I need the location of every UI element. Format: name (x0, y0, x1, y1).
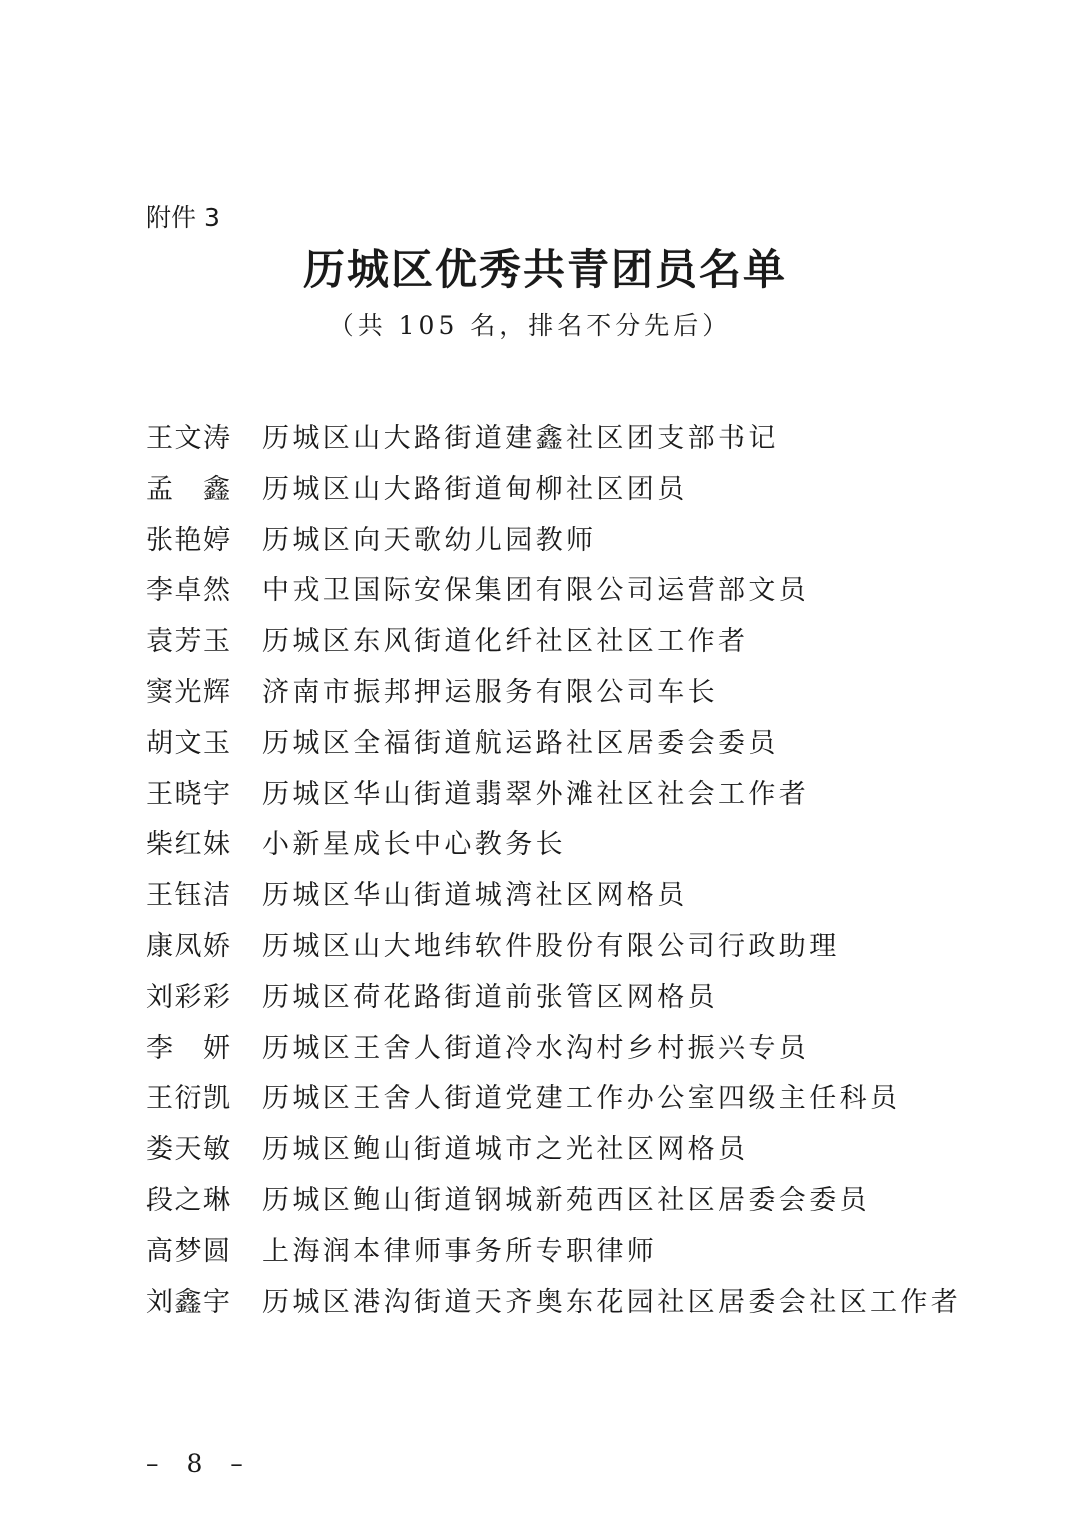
member-role: 历城区山大路街道建鑫社区团支部书记 (262, 423, 779, 454)
member-role: 历城区华山街道翡翠外滩社区社会工作者 (262, 778, 810, 810)
member-role: 历城区港沟街道天齐奥东花园社区居委会社区工作者 (262, 1286, 962, 1318)
member-name: 孟鑫 (146, 473, 230, 505)
list-item (146, 719, 961, 770)
document-subtitle: （共 105 名，排名不分先后） (328, 311, 732, 340)
member-name: 胡文玉 (146, 727, 230, 759)
member-name: 高梦圆 (146, 1235, 230, 1267)
list-item (146, 973, 961, 1024)
member-name: 柴红妹 (146, 829, 230, 861)
member-role: 历城区鲍山街道钢城新苑西区社区居委会委员 (262, 1184, 870, 1216)
member-name: 张艳婷 (146, 524, 230, 556)
page-number: – 8 – (146, 1449, 253, 1478)
document-title: 历城区优秀共青团员名单 (302, 245, 787, 294)
member-role: 历城区山大地纬软件股份有限公司行政助理 (262, 930, 840, 962)
member-name: 康凤娇 (146, 930, 230, 962)
member-role: 历城区王舍人街道党建工作办公室四级主任科员 (262, 1083, 901, 1115)
member-role: 历城区向天歌幼儿园教师 (262, 524, 597, 556)
member-name: 王衍凯 (146, 1083, 230, 1115)
list-item (146, 1227, 961, 1278)
member-role: 历城区东风街道化纤社区社区工作者 (262, 626, 749, 658)
attachment-label: 附件 3 (146, 203, 220, 232)
member-name: 李妍 (146, 1032, 230, 1064)
list-item (146, 1176, 961, 1227)
list-item (146, 1125, 961, 1176)
list-item (146, 1074, 961, 1125)
member-name: 王晓宇 (146, 778, 230, 810)
member-role: 中戎卫国际安保集团有限公司运营部文员 (262, 575, 810, 607)
member-role: 历城区王舍人街道冷水沟村乡村振兴专员 (262, 1032, 810, 1064)
member-role: 历城区鲍山街道城市之光社区网格员 (262, 1134, 749, 1166)
member-name: 王文涛 (146, 423, 230, 454)
member-name: 窦光辉 (146, 676, 230, 708)
member-name: 刘鑫宇 (146, 1286, 230, 1318)
member-name: 王钰洁 (146, 880, 230, 912)
member-role: 历城区荷花路街道前张管区网格员 (262, 981, 718, 1013)
list-item (146, 1024, 961, 1075)
list-item (146, 566, 961, 617)
member-name: 李卓然 (146, 575, 230, 607)
list-item (146, 617, 961, 668)
member-list (146, 414, 961, 1328)
member-role: 上海润本律师事务所专职律师 (262, 1235, 658, 1267)
list-item (146, 516, 961, 567)
member-name: 段之琳 (146, 1184, 230, 1216)
member-role: 历城区全福街道航运路社区居委会委员 (262, 727, 779, 759)
member-role: 小新星成长中心教务长 (262, 829, 566, 861)
member-name: 刘彩彩 (146, 981, 230, 1013)
list-item (146, 820, 961, 871)
list-item (146, 668, 961, 719)
member-role: 历城区山大路街道甸柳社区团员 (262, 473, 688, 505)
member-name: 袁芳玉 (146, 626, 230, 658)
member-name: 娄天敏 (146, 1134, 230, 1166)
list-item (146, 465, 961, 516)
list-item (146, 1278, 961, 1329)
list-item (146, 770, 961, 821)
list-item (146, 414, 961, 465)
list-item (146, 922, 961, 973)
member-role: 历城区华山街道城湾社区网格员 (262, 880, 688, 912)
member-role: 济南市振邦押运服务有限公司车长 (262, 676, 718, 708)
list-item (146, 871, 961, 922)
